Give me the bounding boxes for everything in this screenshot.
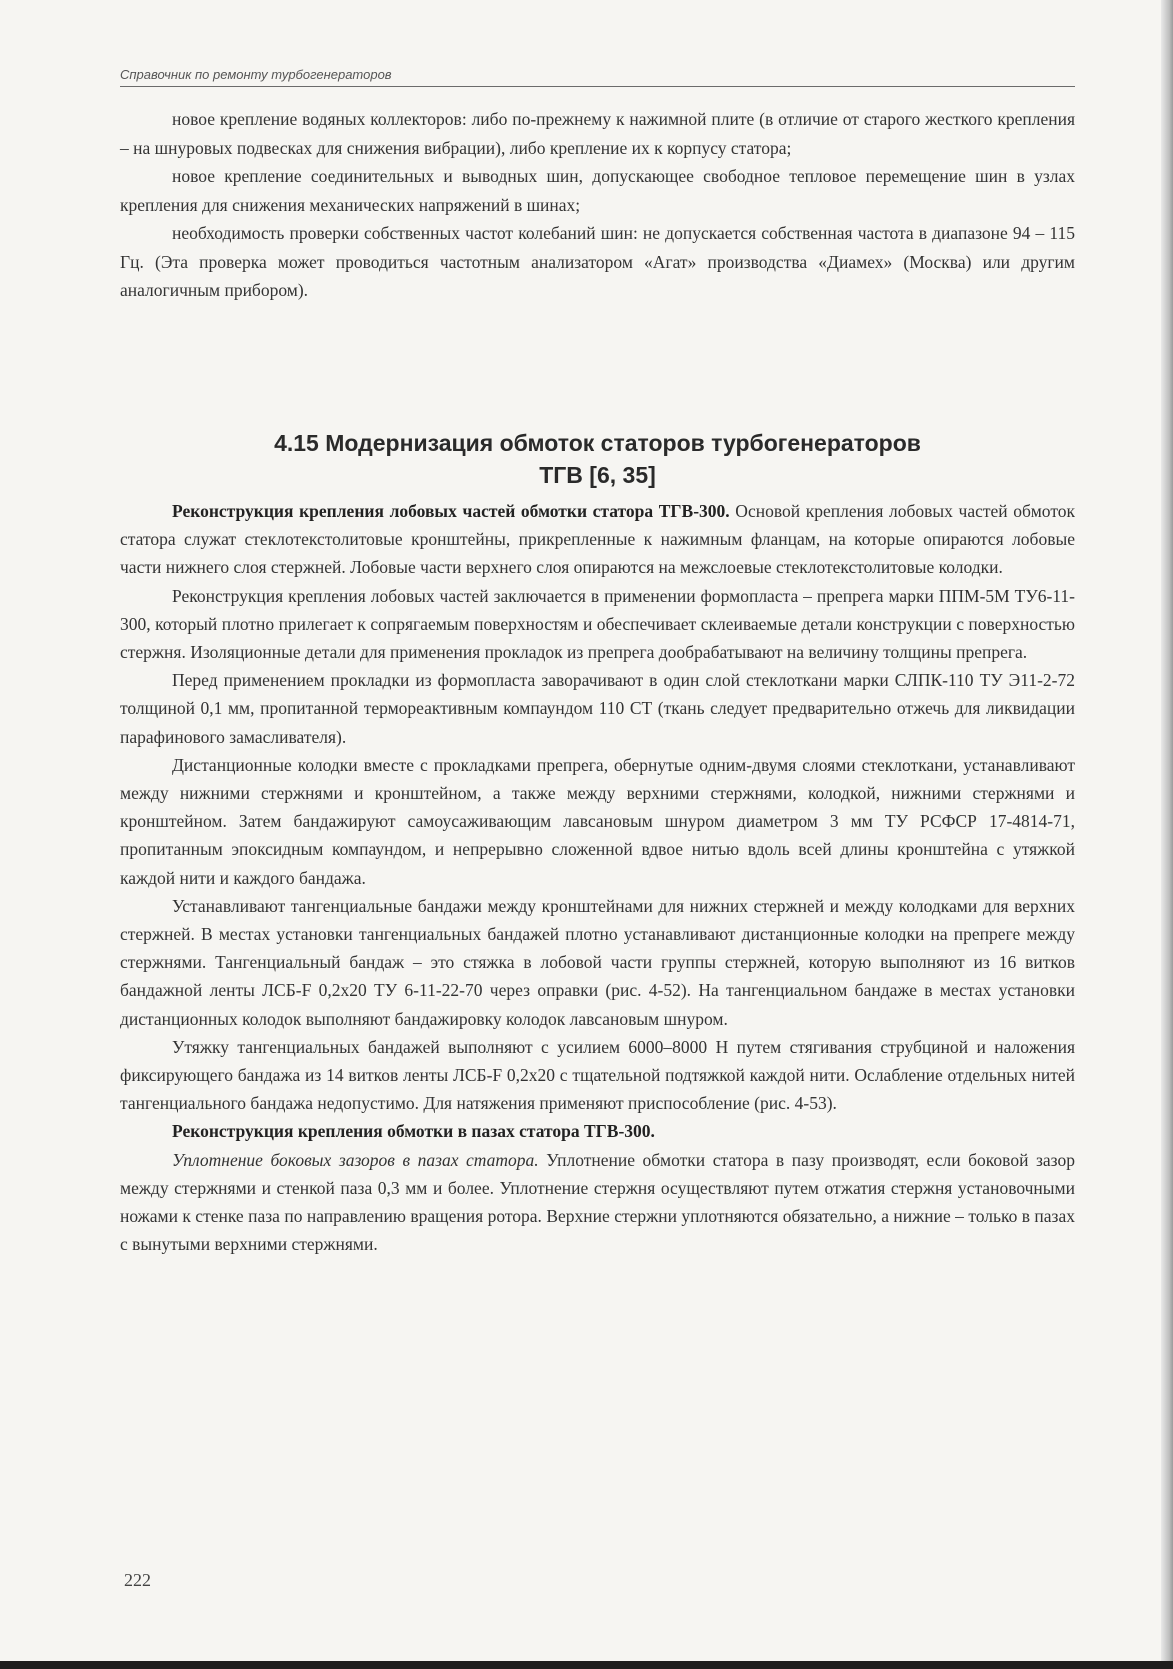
main-text [120,497,1075,1258]
paragraph-lead: Реконструкция крепления обмотки в пазах статора ТГВ-300. [172,1121,655,1142]
intro-text [120,105,1075,305]
paragraph-body: Основой крепления лобовых частей обмоток статора служат стеклотекстолитовые кронштейны, прикрепленные к нажимным фланцам, на которые опираются лобовые части нижнего слоя стержней. Лобовые части верхнего слоя опираются на межслоевые стеклотекстолитовые колодки. [120,501,1075,578]
paragraph-lead: Уплотнение боковых зазоров в пазах статора. [172,1149,539,1170]
section-title-line1: 4.15 Модернизация обмоток статоров турбогенераторов [274,430,921,457]
paragraph-glass-fabric: Перед применением прокладки из формопласта заворачивают в один слой стеклоткани марки СЛПК-110 ТУ Э11-2-72 толщиной 0,1 мм, пропитанной термореактивным компаундом 110 СТ (ткань следует предварительно отжечь для ликвидации парафинового замасливателя). [120,670,1075,747]
running-header: Справочник по ремонту турбогенераторов [120,67,392,82]
page-number: 222 [124,1570,151,1590]
paragraph-tangential-bands: Устанавливают тангенциальные бандажи между кронштейнами для нижних стержней и между колодками для верхних стержней. В местах установки тангенциальных бандажей плотно устанавливают дистанционные колодки на препреге между стержнями. Тангенциальный бандаж – это стяжка в лобовой части группы стержней, которую выполняют из 16 витков бандажной ленты ЛСБ-F 0,2х20 ТУ 6-11-22-70 через оправки (рис. 4-52). На тангенциальном бандаже в местах установки дистанционных колодок выполняют бандажировку колодок лавсановым шнуром. [120,895,1075,1029]
paragraph-slot-reconstruction [120,1117,1075,1145]
paragraph-lead: Реконструкция крепления лобовых частей обмотки статора ТГВ-300. [172,501,730,521]
header-rule [120,86,1075,87]
paragraph-bus-mounting: новое крепление соединительных и выводных шин, допускающее свободное тепловое перемещение шин в узлах крепления для снижения механических напряжений в шинах; [120,166,1075,215]
paragraph-spacer-blocks: Дистанционные колодки вместе с прокладками препрега, обернутые одним-двумя слоями стеклоткани, устанавливают между нижними стержнями и кронштейном, а также между верхними стержнями, колодкой, нижними стержнями и кронштейном. Затем бандажируют самоусаживающим лавсановым шнуром диаметром 3 мм ТУ РСФСР 17-4814-71, пропитанным эпоксидным компаундом, и непрерывно сложенной вдвое нитью вдоль всей длины кронштейна с утяжкой каждой нити и каждого бандажа. [120,754,1075,888]
section-title-line2: ТГВ [6, 35] [539,462,656,489]
paragraph-water-collectors: новое крепление водяных коллекторов: либо по-прежнему к нажимной плите (в отличие от старого жесткого крепления – на шнуровых подвесках для снижения вибрации), либо крепление их к корпусу статора; [120,109,1075,158]
section-title [120,427,1075,491]
paragraph-band-tightening: Утяжку тангенциальных бандажей выполняют с усилием 6000–8000 Н путем стягивания струбциной и наложения фиксирующего бандажа из 14 витков ленты ЛСБ-F 0,2х20 с тщательной подтяжкой каждой нити. Ослабление отдельных нитей тангенциального бандажа недопустимо. Для натяжения применяют приспособление (рис. 4-53). [120,1036,1075,1114]
page-edge-shadow [1161,0,1173,1669]
paragraph-body: Уплотнение обмотки статора в пазу производят, если боковой зазор между стержнями и стенкой паза 0,3 мм и более. Уплотнение стержня осуществляют путем отжатия стержня установочными ножами к стенке паза по направлению вращения ротора. Верхние стержни уплотняются обязательно, а нижние – только в пазах с вынутыми верхними стержнями. [120,1149,1075,1255]
paragraph-end-winding-reconstruction [120,497,1075,582]
scan-bottom-border [0,1661,1173,1669]
paragraph-side-gaps [120,1146,1075,1259]
paragraph-prepreg: Реконструкция крепления лобовых частей заключается в применении формопласта – препрега марки ППМ-5М ТУ6-11-300, который плотно прилегает к сопрягаемым поверхностям и обеспечивает склеиваемые детали конструкции с поверхностью стержня. Изоляционные детали для применения прокладок из препрега дообрабатывают на величину толщины препрега. [120,585,1075,663]
paragraph-frequency-check: необходимость проверки собственных частот колебаний шин: не допускается собственная частота в диапазоне 94 – 115 Гц. (Эта проверка может проводиться частотным анализатором «Агат» производства «Диамех» (Москва) или другим аналогичным прибором). [120,223,1075,300]
